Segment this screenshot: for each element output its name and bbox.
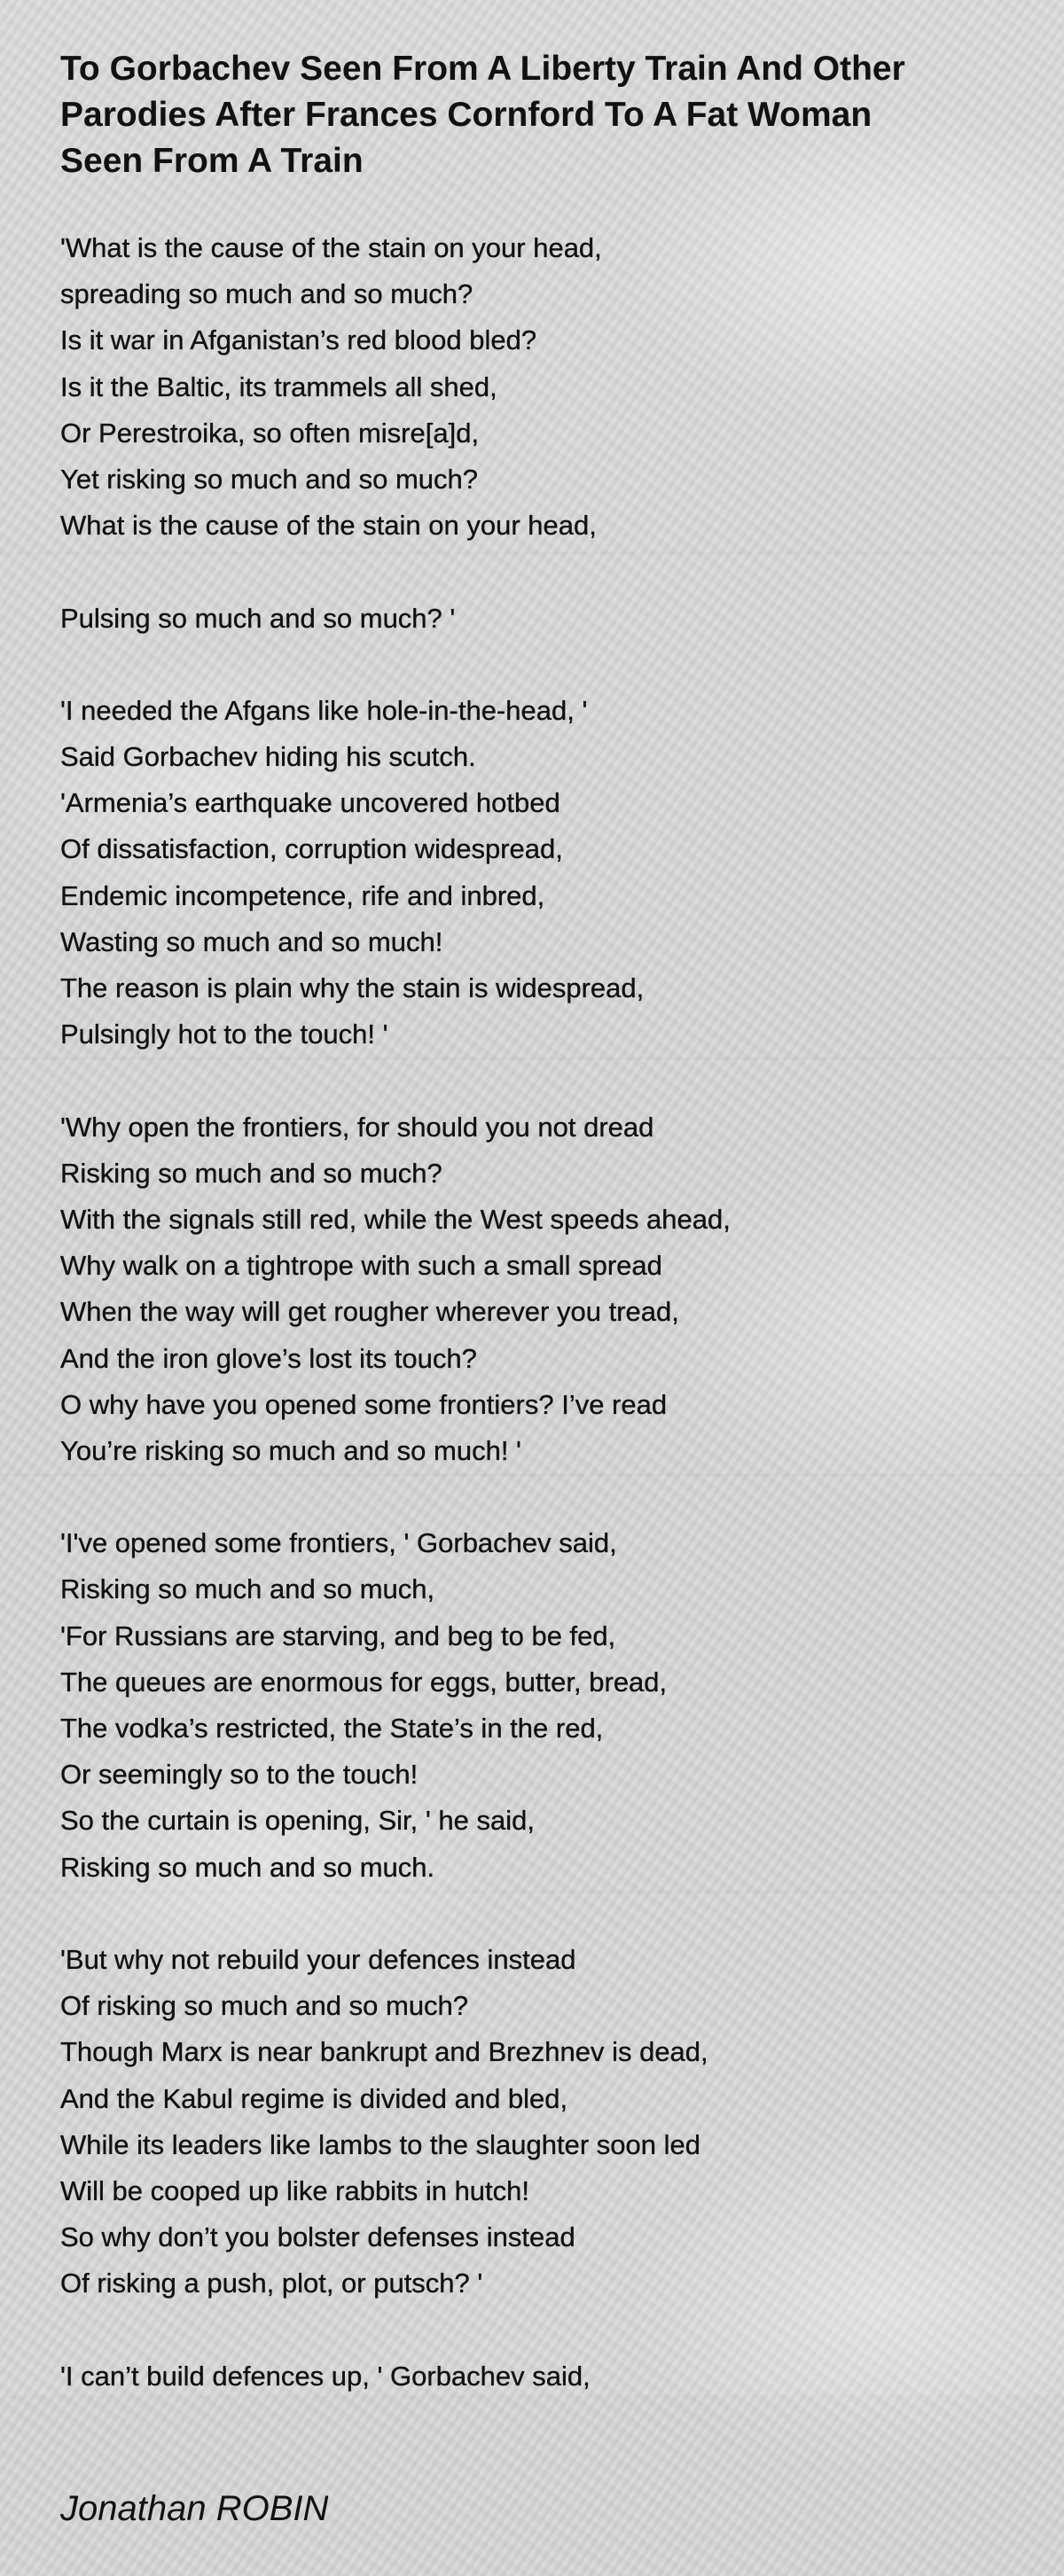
poem-line: So the curtain is opening, Sir, ' he said, <box>60 1805 535 1837</box>
poem-line: And the Kabul regime is divided and bled, <box>60 2082 568 2114</box>
poem-line: Of dissatisfaction, corruption widespread, <box>60 833 563 865</box>
stanza-break <box>60 1891 1018 1937</box>
poem-line: Yet risking so much and so much? <box>60 463 478 495</box>
poem-line: 'What is the cause of the stain on your head, <box>60 232 602 263</box>
poem-line: What is the cause of the stain on your head, <box>60 510 597 542</box>
poem-line: O why have you opened some frontiers? I’ve read <box>60 1388 668 1420</box>
poem-line: 'I needed the Afgans like hole-in-the-head, ' <box>60 694 588 726</box>
poem-line: Pulsing so much and so much? ' <box>60 602 456 634</box>
poem-line: The vodka’s restricted, the State’s in the red, <box>60 1713 604 1744</box>
poem-line: When the way will get rougher wherever you tread, <box>60 1296 679 1328</box>
poem-line: 'I can’t build defences up, ' Gorbachev said, <box>60 2360 591 2392</box>
poem-line: 'I've opened some frontiers, ' Gorbachev said, <box>60 1527 617 1559</box>
stanza-break <box>60 549 1018 595</box>
poem-line: With the signals still red, while the West speeds ahead, <box>60 1203 731 1235</box>
poem-line: Of risking a push, plot, or putsch? ' <box>60 2268 483 2299</box>
poem-line: The queues are enormous for eggs, butter, bread, <box>60 1666 668 1698</box>
poem-line: Of risking so much and so much? <box>60 1990 469 2022</box>
stanza-break <box>60 642 1018 688</box>
stanza-break <box>60 1474 1018 1520</box>
poem-line: You’re risking so much and so much! ' <box>60 1434 521 1466</box>
stanza-break <box>60 2307 1018 2353</box>
poem-line: So why don’t you bolster defenses instead <box>60 2221 575 2253</box>
poem-line: And the iron glove’s lost its touch? <box>60 1342 477 1374</box>
poem-line: spreading so much and so much? <box>60 278 473 310</box>
poem-line: Endemic incompetence, rife and inbred, <box>60 879 545 911</box>
poem-line: The reason is plain why the stain is widespread, <box>60 972 645 1003</box>
poem-line: Why walk on a tightrope with such a small spread <box>60 1250 662 1282</box>
poem-line: Risking so much and so much? <box>60 1157 442 1189</box>
poem-line: 'Why open the frontiers, for should you not dread <box>60 1111 654 1143</box>
poem-line: Risking so much and so much. <box>60 1851 435 1883</box>
poem-line: Risking so much and so much, <box>60 1573 435 1605</box>
poem-line: Or seemingly so to the touch! <box>60 1759 419 1791</box>
poem-line: Or Perestroika, so often misre[a]d, <box>60 417 480 449</box>
poem-line: Will be cooped up like rabbits in hutch! <box>60 2174 530 2206</box>
poem-line: Is it war in Afganistan’s red blood bled? <box>60 324 537 356</box>
poem-line: Pulsingly hot to the touch! ' <box>60 1019 388 1050</box>
poem-title: To Gorbachev Seen From A Liberty Train And Other Parodies After Frances Cornford To A Fat Woman Seen From A Train <box>60 50 905 180</box>
poem-line: 'For Russians are starving, and beg to be fed, <box>60 1620 616 1651</box>
poem-line: 'But why not rebuild your defences instead <box>60 1943 576 1975</box>
poem-author: Jonathan ROBIN <box>60 2489 329 2528</box>
poem-line: 'Armenia’s earthquake uncovered hotbed <box>60 787 560 819</box>
poem-body <box>60 225 1018 2400</box>
poem-line: Said Gorbachev hiding his scutch. <box>60 741 476 773</box>
poem-line: Is it the Baltic, its trammels all shed, <box>60 371 497 402</box>
stanza-break <box>60 1058 1018 1104</box>
poem-line: Though Marx is near bankrupt and Brezhnev is dead, <box>60 2036 708 2068</box>
poem-line: Wasting so much and so much! <box>60 925 443 957</box>
poem-line: While its leaders like lambs to the slaughter soon led <box>60 2128 700 2160</box>
